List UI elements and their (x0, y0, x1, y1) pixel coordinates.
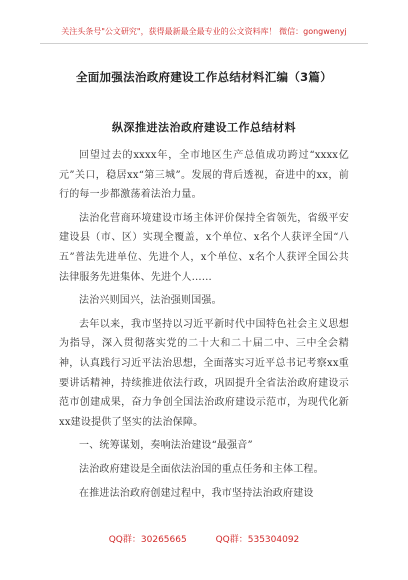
paragraph: 法治兴则国兴，法治强则国强。 (79, 295, 222, 307)
paragraph: 回望过去的xxxx年，全市地区生产总值成功跨过“xxxx亿元”关口，稳居xx“第三城”。发展的背后透视，奋进中的xx，前行的每一步都激荡着法治力量。 (59, 150, 349, 201)
paragraph: 去年以来，我市坚持以习近平新时代中国特色社会主义思想为指导，深入贯彻落实党的二十大和二十届二中、三中全会精神，认真践行习近平法治思想，全面落实习近平总书记考察xx重要讲话精神，持续推进依法行政，巩固提升全省法治政府建设示范市创建成果，奋力争创全国法治政府建设示范市，为现代化新xx建设提供了坚实的法治保障。 (59, 318, 349, 428)
paragraph: 法治政府建设是全面依法治国的重点任务和主体工程。 (79, 463, 324, 475)
paragraph: 在推进法治政府创建过程中，我市坚持法治政府建设 (79, 487, 314, 499)
paragraph: 法治化营商环境建设市场主体评价保持全省领先，省级平安建设县（市、区）实现全覆盖，x个单位、x名个人获评全国“八五”普法先进单位、先进个人，x个单位、x名个人获评全国公共法律服务先进集体、先进个人…… (59, 212, 349, 283)
footer-contact (0, 532, 408, 545)
qq-group-2: QQ群：535304092 (215, 535, 300, 545)
promo-header: 关注头条号"公文研究"，获得最新最全最专业的公文资料库！ 微信：gongwenyj (61, 27, 347, 36)
qq-group-1: QQ群：30265665 (108, 535, 187, 545)
section-title: 纵深推进法治政府建设工作总结材料 (112, 121, 296, 134)
body-text (59, 146, 349, 507)
header-divider (40, 43, 368, 44)
document-title: 全面加强法治政府建设工作总结材料汇编（3篇） (75, 70, 333, 84)
subheading: 一、统筹谋划，奏响法治建设“最强音” (79, 440, 253, 452)
